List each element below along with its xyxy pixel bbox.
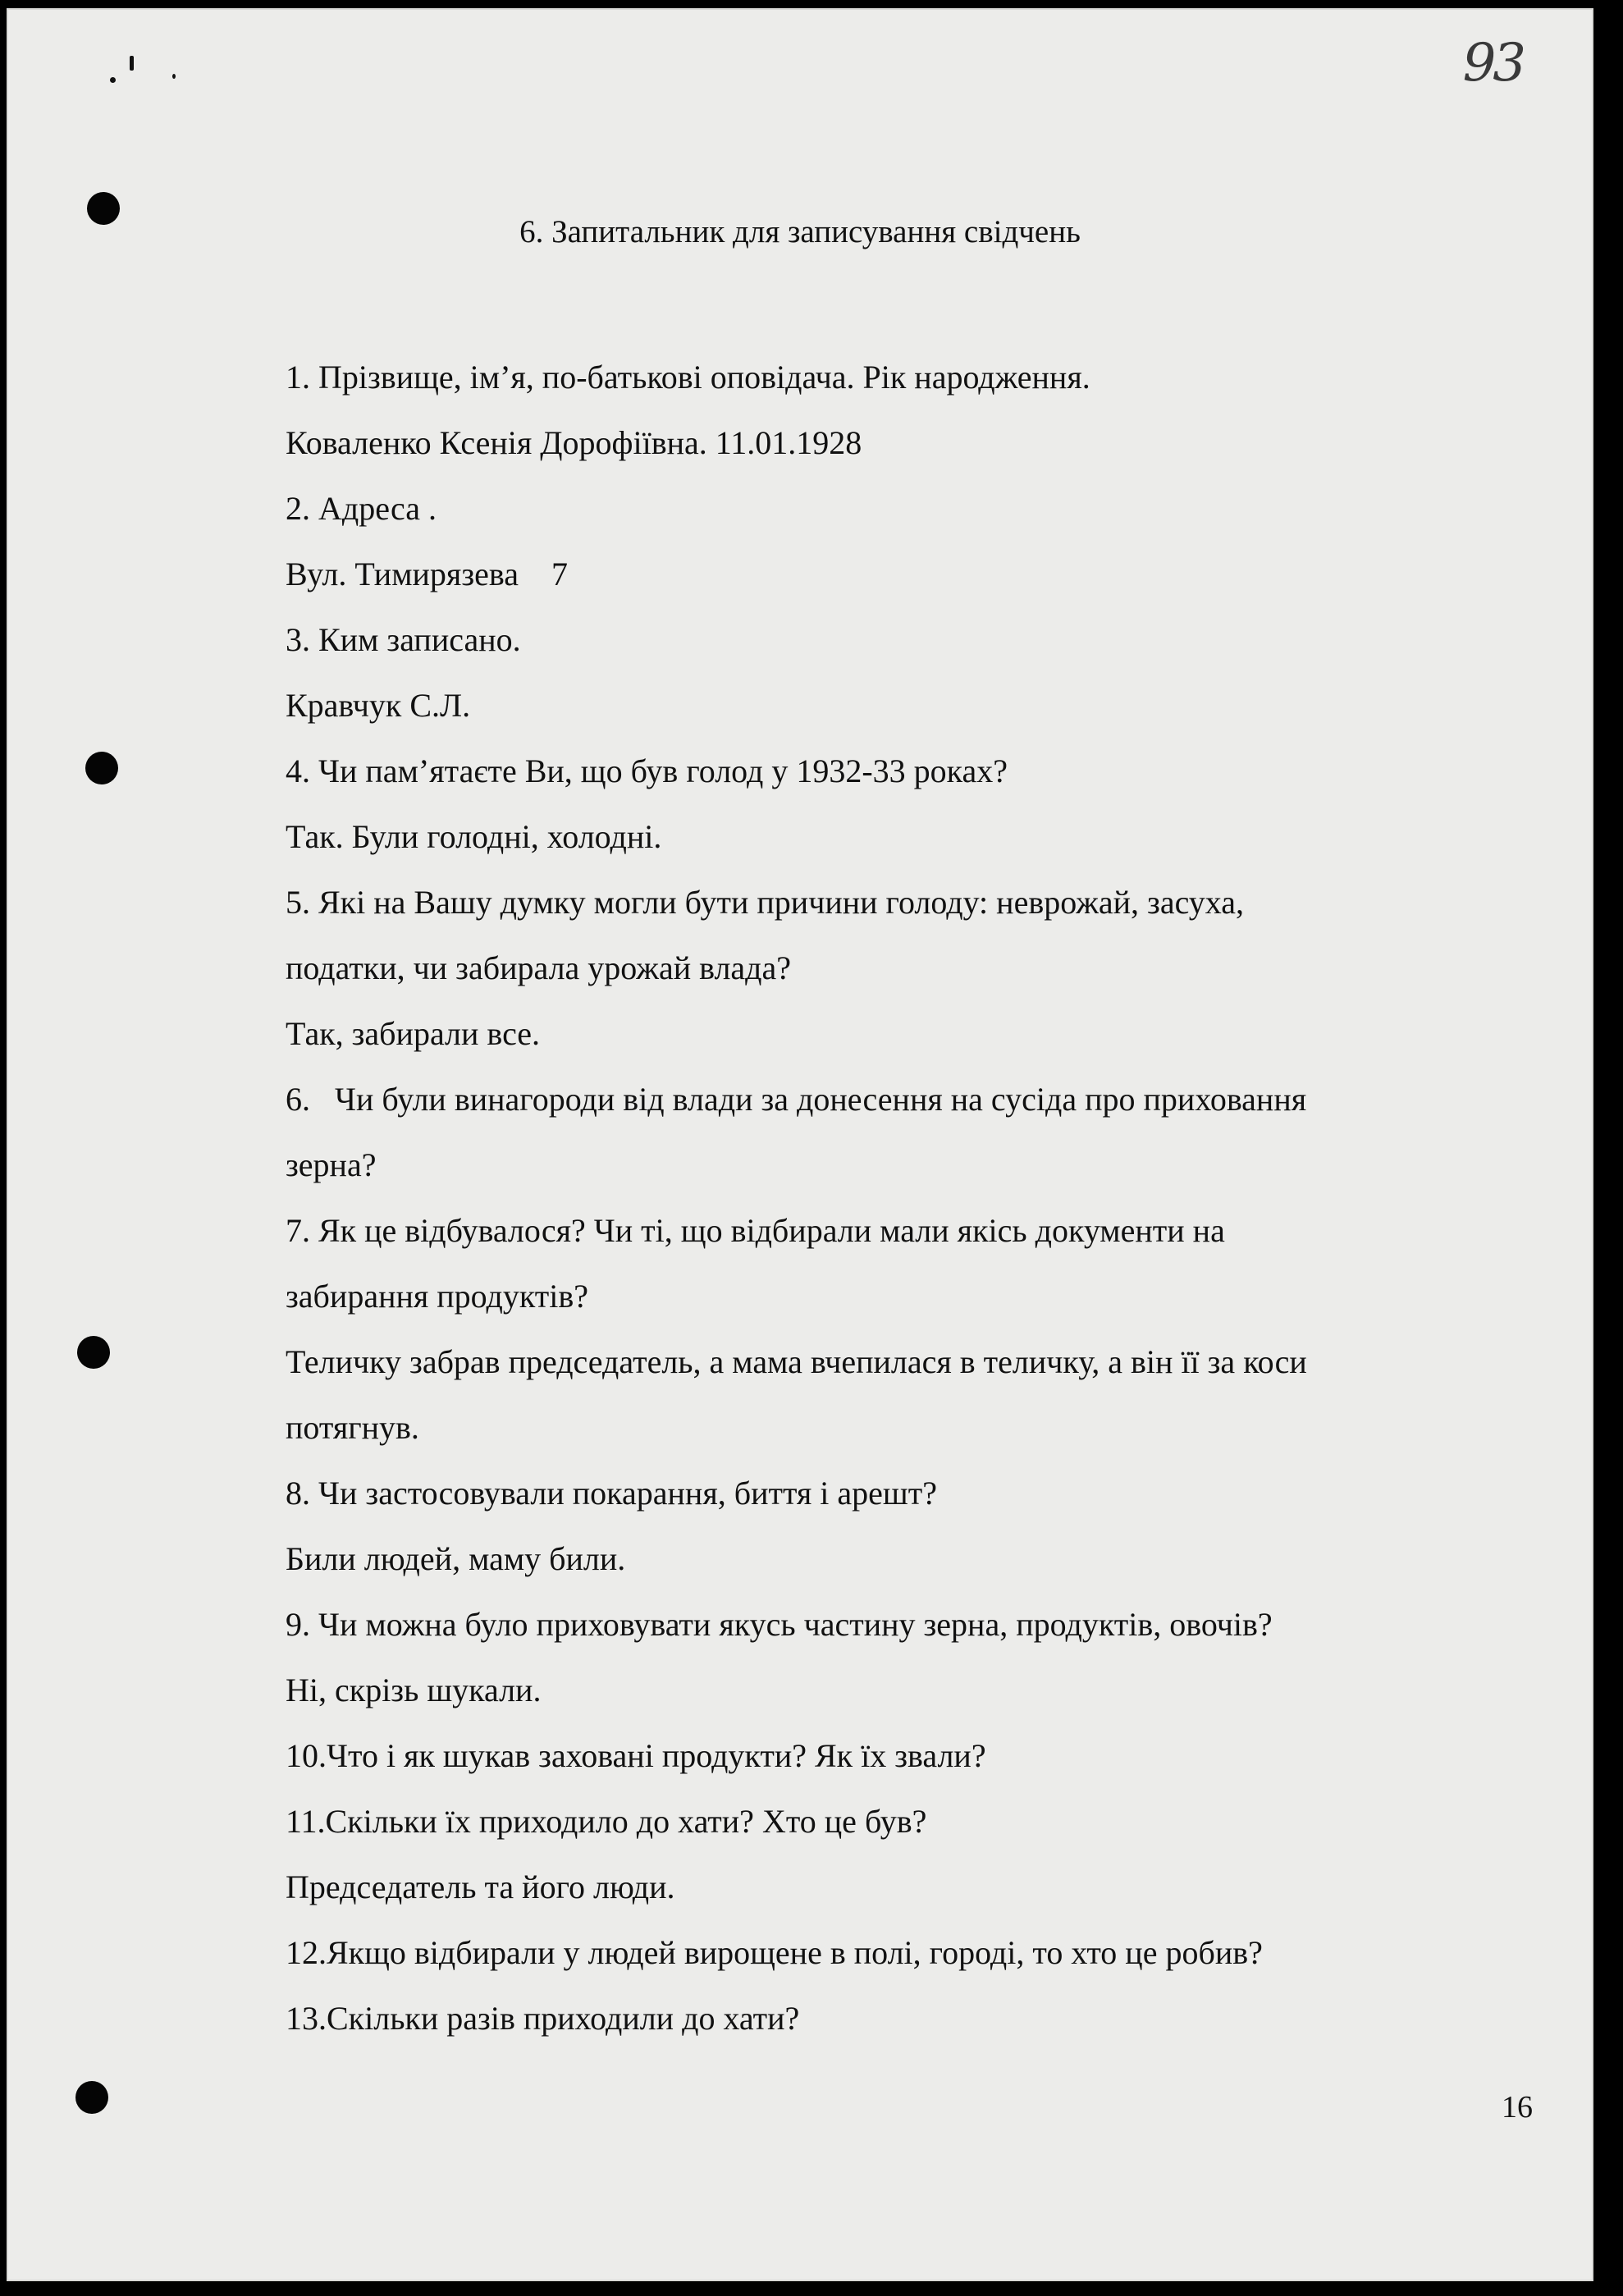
text-line: Били людей, маму били. xyxy=(286,1540,626,1577)
text-line: 5. Які на Вашу думку могли бути причини голоду: неврожай, засуха, xyxy=(286,884,1245,921)
text-line: 4. Чи пам’ятаєте Ви, що був голод у 1932-33 роках? xyxy=(286,752,1008,789)
text-line: 11.Скільки їх приходило до хати? Хто це був? xyxy=(286,1803,927,1840)
ink-speck xyxy=(110,77,116,83)
text-line: Теличку забрав председатель, а мама вчепилася в теличку, а він її за коси xyxy=(286,1343,1307,1380)
text-line: Ні, скрізь шукали. xyxy=(286,1672,542,1708)
ink-speck xyxy=(172,74,176,79)
punch-hole-bottom xyxy=(75,2081,108,2114)
text-line: 8. Чи застосовували покарання, биття і арешт? xyxy=(286,1475,937,1512)
page-number: 16 xyxy=(1502,2090,1533,2124)
text-line: Так, забирали все. xyxy=(286,1015,541,1052)
text-line: 13.Скільки разів приходили до хати? xyxy=(286,2000,800,2037)
document-title: 6. Запитальник для записування свідчень xyxy=(519,214,1081,249)
text-line: 7. Як це відбувалося? Чи ті, що відбирали мали якісь документи на xyxy=(286,1212,1225,1249)
text-line: потягнув. xyxy=(286,1409,419,1446)
text-line: забирання продуктів? xyxy=(286,1278,589,1315)
text-line: Кравчук С.Л. xyxy=(286,687,471,724)
questionnaire-body xyxy=(286,345,1533,2051)
punch-hole-lower-middle xyxy=(77,1336,110,1369)
text-line: 10.Что і як шукав заховані продукти? Як їх звали? xyxy=(286,1737,986,1774)
ink-speck xyxy=(130,56,134,71)
text-line: 6. Чи були винагороди від влади за донесення на сусіда про приховання xyxy=(286,1081,1307,1118)
handwritten-folio-number: 93 xyxy=(1462,33,1523,94)
text-line: 1. Прізвище, ім’я, по-батькові оповідача. Рік народження. xyxy=(286,359,1090,396)
text-line: 2. Адреса . xyxy=(286,490,437,527)
text-line: 3. Ким записано. xyxy=(286,621,521,658)
text-line: 9. Чи можна було приховувати якусь частину зерна, продуктів, овочів? xyxy=(286,1606,1273,1643)
text-line: 12.Якщо відбирали у людей вирощене в полі, городі, то хто це робив? xyxy=(286,1934,1263,1971)
text-line: податки, чи забирала урожай влада? xyxy=(286,949,792,986)
document-page xyxy=(7,8,1593,2281)
text-line: зерна? xyxy=(286,1146,377,1183)
punch-hole-upper-middle xyxy=(85,752,118,784)
text-line: Вул. Тимирязева 7 xyxy=(286,556,568,592)
text-line: Председатель та його люди. xyxy=(286,1868,675,1905)
text-line: Так. Були голодні, холодні. xyxy=(286,818,662,855)
text-line: Коваленко Ксенія Дорофіївна. 11.01.1928 xyxy=(286,424,862,461)
